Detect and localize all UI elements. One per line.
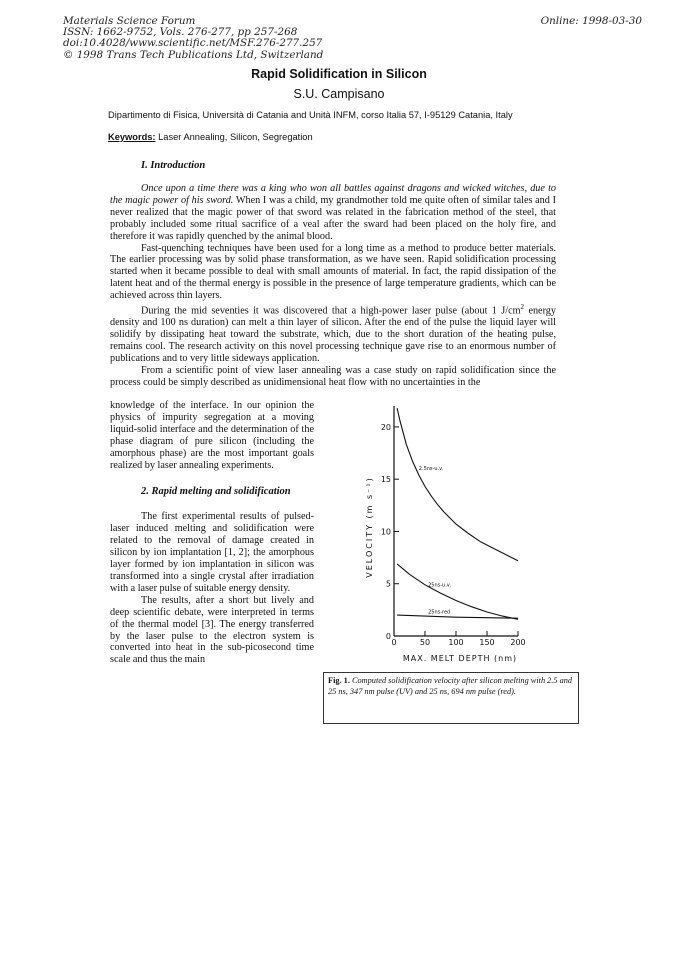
chart-axes <box>394 406 518 636</box>
series-label: 25ns-red <box>428 609 451 616</box>
italic-opening: Once upon a time there was a king who won all battles against dragons and wicked witches, due to the magic power of his sword. <box>110 183 556 206</box>
caption-text: Computed solidification velocity after silicon melting with 2.5 and 25 ns, 347 nm pulse (UV) and 25 ns, 694 nm pulse (red). <box>328 676 573 696</box>
running-header <box>63 16 323 61</box>
series-line <box>397 408 518 561</box>
caption-label: Fig. 1. <box>328 676 350 685</box>
y-tick-label: 15 <box>380 475 391 485</box>
keywords-text: Laser Annealing, Silicon, Segregation <box>155 132 313 142</box>
series-label: 25ns-u.v. <box>428 582 451 589</box>
paragraph <box>110 302 556 365</box>
paragraph: From a scientific point of view laser annealing was a case study on rapid solidification since the process could be simply described as unidimensional heat flow with no uncertainties in the <box>110 364 556 388</box>
full-width-text <box>110 183 556 389</box>
chart-labels <box>365 423 526 663</box>
paragraph-text: During the mid seventies it was discovered that a high-power laser pulse (about 1 J/cm <box>141 305 521 317</box>
copyright-line: © 1998 Trans Tech Publications Ltd, Switzerland <box>63 48 324 61</box>
issn-line: ISSN: 1662-9752, Vols. 276-277, pp 257-268 <box>63 26 298 39</box>
paragraph-text: When I was a child, my grandmother told me quite often of similar tales and I never realized that the magic power of that sword was related in the fabrication method of the steel, that probably included some ritual sacrifice of a veal after the sward had been placed on the holy fire, and therefore it was rapidly quenched by the animal blood. <box>110 194 556 242</box>
paragraph-text: energy density and 100 ns duration) can melt a thin layer of silicon. After the end of the pulse the liquid layer will solidify by dissipating heat toward the substrate, which, due to the short duration of the heating pulse, remains cool. The research activity on this novel processing technique gave rise to an enormous number of publications and to very little sideways application. <box>110 305 556 365</box>
author-name: S.U. Campisano <box>293 87 385 101</box>
keywords-label: Keywords: <box>108 132 156 142</box>
y-tick-label: 10 <box>380 527 391 537</box>
section-heading-rapid-melting: 2. Rapid melting and solidification <box>141 486 291 498</box>
x-axis-label: MAX. MELT DEPTH (nm) <box>402 654 518 663</box>
affiliation: Dipartimento di Fisica, Università di Catania and Unità INFM, corso Italia 57, I-95129 Catania, Italy <box>108 110 513 120</box>
figure-caption <box>323 672 579 724</box>
paragraph <box>110 183 556 243</box>
y-axis-label: VELOCITY (m s⁻¹) <box>365 476 374 578</box>
series-label: 2.5ns-u.v. <box>418 465 444 472</box>
paper-title: Rapid Solidification in Silicon <box>251 67 427 81</box>
online-date: Online: 1998-03-30 <box>540 15 642 27</box>
paragraph: The results, after a short but lively and deep scientific debate, were interpreted in terms of the thermal model [3]. The energy transferred by the laser pulse to the electron system is converted into heat in the sub-picosecond time scale and thus the main <box>110 594 314 666</box>
superscript: 2 <box>520 303 525 312</box>
y-tick-label: 5 <box>385 579 391 589</box>
journal-name: Materials Science Forum <box>63 15 196 27</box>
paragraph: Fast-quenching techniques have been used for a long time as a method to produce better materials. The earlier processing was by solid phase transformation, as we have seen. Rapid solidification processing started when it became possible to deal with small amounts of material. In fact, the rapid dissipation of the latent heat and of the thermal energy is possible in the presence of large temperature gradients, which can be achieved across thin layers. <box>110 242 556 302</box>
paragraph: knowledge of the interface. In our opinion the physics of impurity segregation at a moving liquid-solid interface and the determination of the phase diagram of pure silicon (including the amorphous phase) are the most important goals realized by laser annealing experiments. <box>110 400 314 471</box>
left-column-text <box>110 400 314 666</box>
x-tick-label: 150 <box>479 638 495 647</box>
series-line <box>397 564 518 619</box>
x-tick-label: 200 <box>510 638 526 647</box>
y-tick-label: 20 <box>380 422 391 432</box>
velocity-chart <box>322 400 562 668</box>
x-tick-label: 50 <box>419 638 431 647</box>
keywords <box>108 132 313 142</box>
section-heading-introduction: I. Introduction <box>141 160 206 171</box>
y-tick-label: 0 <box>385 632 391 641</box>
doi-line: doi:10.4028/www.scientific.net/MSF.276-277.257 <box>63 37 323 50</box>
paragraph: The first experimental results of pulsed-laser induced melting and solidification were related to the removal of damage created in silicon by ion implantation [1, 2]; the amorphous layer formed by ion implantation in silicon was transformed into a single crystal after irradiation with a laser pulse of suitable energy density. <box>110 511 314 594</box>
x-tick-label: 100 <box>448 638 464 647</box>
x-tick-label: 0 <box>391 638 397 647</box>
chart-series <box>397 408 518 619</box>
